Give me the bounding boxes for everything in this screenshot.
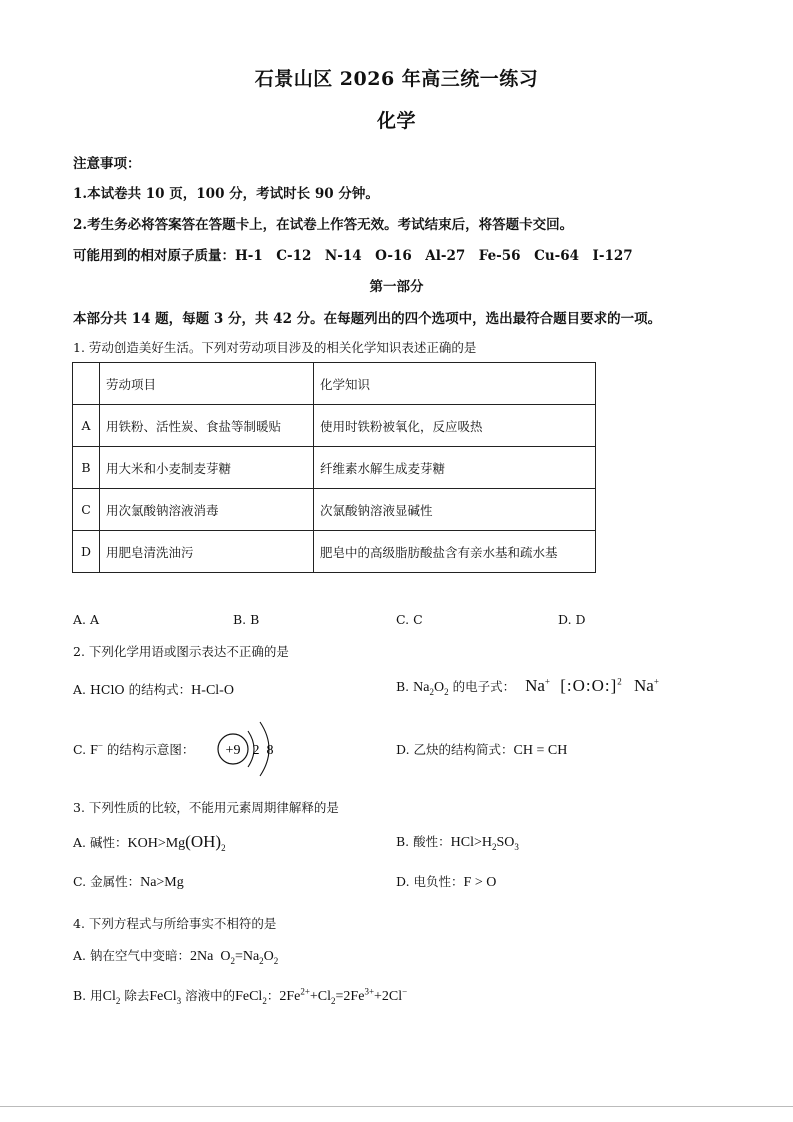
q2-b-o-text: O (433, 680, 445, 695)
q4-b-label-1: B. 用 (73, 988, 103, 1003)
q4-b-equation (279, 986, 408, 1006)
q4-b-fecl2-sub: 2 (262, 995, 267, 1006)
q4-b-cl: Cl (102, 989, 116, 1004)
q3-option-d (396, 872, 496, 891)
q1-option-a: A. A (73, 612, 100, 627)
table-header-row (73, 363, 596, 405)
notes-heading: 注意事项： (73, 156, 141, 172)
table-cell: 用次氯酸钠溶液消毒 (100, 489, 314, 531)
q2-b-label: B. (396, 679, 414, 694)
q4-a-eq-sub: 2 (259, 955, 264, 966)
q4-a-eq-sub: 2 (230, 955, 235, 966)
q4-a-eq-part: O (263, 949, 274, 964)
q3-c-formula: Na>Mg (140, 875, 184, 890)
q2-b-peroxide-charge: 2 (617, 676, 622, 687)
q4-b-cl-sub: 2 (115, 995, 121, 1006)
question-3-stem: 3. 下列性质的比较，不能用元素周期律解释的是 (73, 800, 339, 815)
q3-b-formula2: SO (496, 835, 515, 850)
q4-b-label-4: ： (266, 988, 280, 1003)
q4-b-label-3: 溶液中的 (181, 988, 236, 1003)
shell-2-electrons: 8 (266, 743, 274, 758)
q2-d-label: D. 乙炔的结构简式： (396, 742, 514, 757)
q3-b-formula: HCl>H (450, 835, 492, 850)
q4-b-fecl3-sub: 3 (176, 995, 182, 1006)
q4-option-b (73, 986, 407, 1006)
q2-b-na-charge-right: + (653, 676, 659, 687)
q2-b-na-charge: + (544, 676, 550, 687)
labor-table (72, 362, 596, 573)
table-cell: 纤维素水解生成麦芽糖 (314, 447, 596, 489)
q4-b-eq-sup: 2+ (300, 986, 310, 997)
table-cell: B (73, 447, 100, 489)
q2-b-label-suffix: 的电子式： (448, 679, 516, 694)
exam-title: 石景山区 2026 年高三统一练习 (254, 68, 539, 90)
q4-a-eq-part: O (220, 949, 231, 964)
q4-b-fecl2: FeCl (235, 989, 263, 1004)
subject-title: 化学 (376, 110, 416, 132)
q2-b-peroxide: [:O:O:] (560, 676, 618, 695)
q3-a-label: A. 碱性： (73, 835, 128, 850)
q4-a-eq-sub: 2 (273, 955, 279, 966)
q3-a-formula: KOH>Mg (127, 836, 186, 851)
part-instructions: 本部分共 14 题，每题 3 分，共 42 分。在每题列出的四个选项中，选出最符合题目要求的一项。 (73, 311, 662, 327)
part-heading: 第一部分 (369, 279, 424, 295)
q3-b-sub2: 3 (514, 841, 519, 852)
question-2-stem: 2. 下列化学用语或图示表达不正确的是 (73, 644, 289, 659)
table-header-cell: 劳动项目 (100, 363, 314, 405)
table-row (73, 447, 596, 489)
q4-b-eq-part: +2Cl (374, 989, 403, 1004)
q3-b-label: B. 酸性： (396, 834, 451, 849)
shell-1-electrons: 2 (252, 743, 260, 758)
table-cell: 肥皂中的高级脂肪酸盐含有亲水基和疏水基 (314, 531, 596, 573)
table-cell: 用大米和小麦制麦芽糖 (100, 447, 314, 489)
table-cell: 用铁粉、活性炭、食盐等制暖贴 (100, 405, 314, 447)
note-item-1: 1.本试卷共 10 页，100 分，考试时长 90 分钟。 (73, 186, 379, 202)
q4-b-eq-part: 2Fe (279, 989, 301, 1004)
q4-b-eq-sub: 2 (331, 995, 336, 1006)
note-item-2: 2.考生务必将答案答在答题卡上，在试卷上作答无效。考试结束后，将答题卡交回。 (73, 217, 574, 233)
fluoride-structure-diagram (208, 714, 288, 784)
table-cell: 使用时铁粉被氧化，反应吸热 (314, 405, 596, 447)
question-1-stem: 1. 劳动创造美好生活。下列对劳动项目涉及的相关化学知识表述正确的是 (73, 340, 477, 355)
table-cell: D (73, 531, 100, 573)
q3-a-sub: 2 (221, 842, 226, 853)
atomic-mass-line: 可能用到的相对原子质量：H-1 C-12 N-14 O-16 Al-27 Fe-56 Cu-64 I-127 (73, 248, 633, 264)
q2-b-na-left: Na (525, 676, 545, 695)
q1-option-b: B. B (233, 612, 260, 627)
q1-option-c: C. C (396, 612, 423, 627)
table-row (73, 405, 596, 447)
q4-b-label-2: 除去 (120, 988, 150, 1003)
q2-option-b: B. $Na_2O_2$ 的电子式： Na+ [:O:O:]$^2$ Na+ (396, 676, 659, 697)
q4-b-eq-part: =2Fe (335, 989, 365, 1004)
q2-c-label-suffix: 的结构示意图： (102, 742, 195, 757)
table-row (73, 489, 596, 531)
table-cell: 次氯酸钠溶液显碱性 (314, 489, 596, 531)
q2-d-formula: CH = CH (513, 743, 568, 758)
table-cell: 用肥皂清洗油污 (100, 531, 314, 573)
q3-d-formula: F > O (463, 875, 497, 890)
q3-b-sub1: 2 (491, 841, 497, 852)
q4-b-fecl3: FeCl (149, 989, 177, 1004)
table-cell: C (73, 489, 100, 531)
nucleus-charge: +9 (225, 743, 241, 758)
q2-b-na-right: Na (634, 676, 654, 695)
question-4-stem: 4. 下列方程式与所给事实不相符的是 (73, 916, 277, 931)
q2-a-label: A. HClO 的结构式： (73, 682, 192, 697)
q4-option-a (73, 946, 278, 966)
q2-c-label: C. (73, 742, 91, 757)
q2-a-formula: H-Cl-O (191, 683, 234, 698)
table-header-cell: 化学知识 (314, 363, 596, 405)
table-cell: A (73, 405, 100, 447)
q3-c-label: C. 金属性： (73, 874, 141, 889)
q3-option-c (73, 872, 184, 891)
q4-b-eq-sup: 3+ (364, 986, 375, 997)
q3-option-a (73, 832, 226, 853)
q2-option-c (73, 740, 194, 759)
q3-a-paren: (OH) (185, 832, 222, 851)
q2-b-na-text: Na (413, 680, 430, 695)
q3-option-b (396, 832, 519, 852)
table-row (73, 531, 596, 573)
q2-c-ion-charge: − (97, 740, 103, 751)
q4-a-equation (190, 949, 278, 964)
q1-option-d: D. D (558, 612, 586, 627)
q4-b-eq-sup: − (402, 986, 408, 997)
q4-b-eq-part: +Cl (309, 989, 332, 1004)
q4-a-eq-part: =Na (234, 949, 260, 964)
q3-d-label: D. 电负性： (396, 874, 464, 889)
q2-option-d (396, 740, 567, 759)
q4-a-eq-part: 2Na (189, 949, 214, 964)
q4-a-label: A. 钠在空气中变暗： (73, 948, 190, 963)
q2-c-ion: F (90, 743, 98, 758)
q2-option-a (73, 680, 234, 699)
table-header-cell (73, 363, 100, 405)
page-bottom-rule (0, 1106, 793, 1107)
